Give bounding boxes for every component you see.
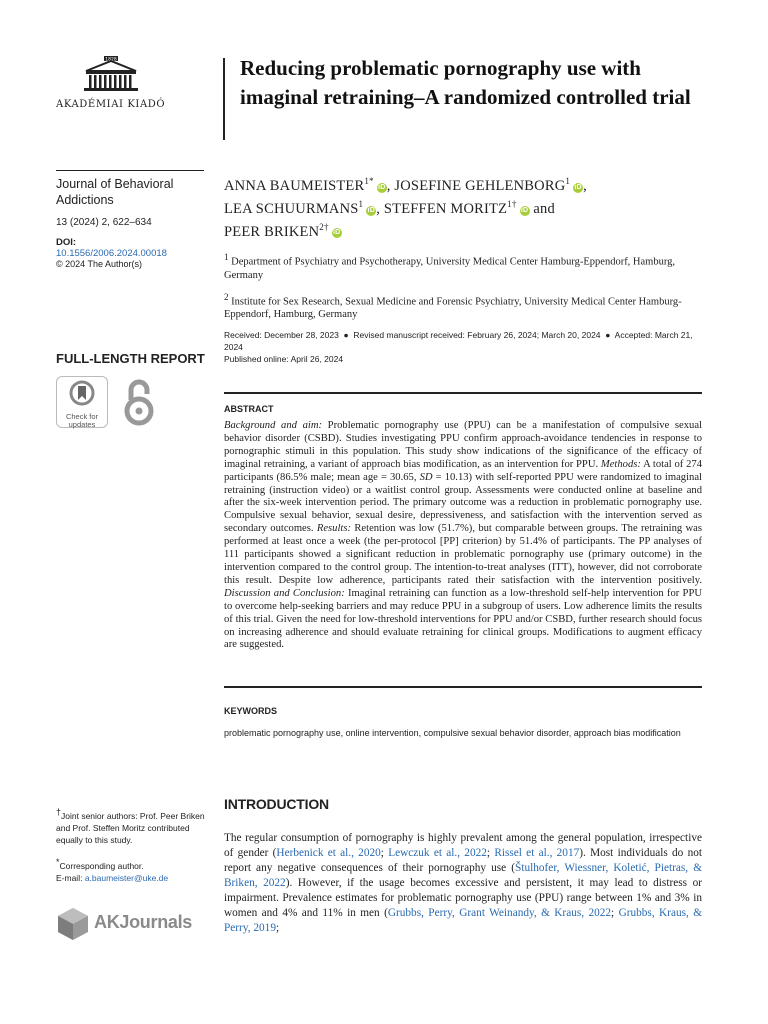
orcid-icon[interactable]: iD <box>520 206 529 214</box>
abstract-heading: ABSTRACT <box>224 404 274 414</box>
citation-link[interactable]: Štulhofer, Wiessner, Koletić, Pietras, & Briken, 2022 <box>224 862 702 889</box>
abstract-text: Background and aim: Problematic pornography use (PPU) can be a manifestation of compulsive sexual behavior disorder (CSBD). Studies investigating PPU confirm approach-avoidance tendencies in response to pornographic stimuli in this population. This study show indications of the significance of the efficacy of imaginal retraining, a variant of approach bias modification, as an intervention for PPU. Methods: A total of 274 participants (86.5% male; mean age = 30.65, SD = 10.13) with self-reported PPU were randomized to imaginal retraining (instruction video) or a waitlist control group. Assessments were conducted online at baseline and after the six-week intervention period. The primary outcome was a reduction in problematic pornography use. Compulsive sexual behavior, sexual desire, depressiveness, and satisfaction with the intervention served as secondary outcomes. Results: Retention was low (51.7%), but comparable between groups. The retraining was performed at least once a week (the per-protocol [PP] criterion) by 51.4% of participants. The PP analyses of 111 participants showed a significant reduction in problematic pornography use (primary outcome) in the intervention compared to the control group. The intention-to-treat analyses (ITT), however, did not corroborate this result. Despite low adherence, participants rated their satisfaction with the intervention positively. Discussion and Conclusion: Imaginal retraining can function as a low-threshold self-help intervention for PPU to overcome help-seeking barriers and may reduce PPU in a subgroup of users. Low adherence limits the results of this trial. Given the need for low-threshold interventions for PPU and/or CSBD, further research should focus on increasing adherence and should evaluate retraining for clinical groups. Modifications to augment efficacy are suggested. <box>224 420 702 651</box>
check-for-updates-badge[interactable] <box>56 376 108 428</box>
copyright: © 2024 The Author(s) <box>56 259 143 269</box>
akjournals-cube-icon <box>56 906 90 942</box>
akjournals-name: AKJournals <box>94 912 193 932</box>
journal-name: Journal of Behavioral Addictions <box>56 177 174 207</box>
email-link[interactable]: a.baumeister@uke.de <box>84 872 169 883</box>
keywords-text: problematic pornography use, online intervention, compulsive sexual behavior disorder, approach bias modification <box>224 728 681 738</box>
author-name: STEFFEN MORITZ <box>383 200 508 217</box>
badge-line2: updates <box>68 420 96 429</box>
badges <box>56 376 206 428</box>
publisher-name: AKADÉMIAI KIADÓ <box>56 99 166 110</box>
received-date: Received: December 28, 2023 <box>224 330 339 340</box>
doi-label: DOI: <box>56 237 77 248</box>
author-name: PEER BRIKEN <box>224 223 320 240</box>
divider <box>224 686 702 688</box>
author-name: LEA SCHUURMANS <box>224 200 359 217</box>
footnotes <box>56 806 206 884</box>
author-name: ANNA BAUMEISTER <box>224 177 365 194</box>
revised-date: Revised manuscript received: February 26, 2024; March 20, 2024 <box>353 330 601 340</box>
citation-link[interactable]: Herbenick et al., 2020 <box>276 847 381 859</box>
doi-link[interactable]: 10.1556/2006.2024.00018 <box>56 248 167 259</box>
affiliation: $^2$ Institute for Sex Research, Sexual Medicine and Forensic Psychiatry, University Medical Center Hamburg-Eppendorf, Hamburg, Germany <box>224 291 682 320</box>
footnote-corresponding: *Corresponding author. <box>56 856 144 871</box>
publisher-logo <box>56 56 201 110</box>
introduction-heading: INTRODUCTION <box>224 796 329 812</box>
journal-info <box>56 170 204 269</box>
journal-volume: 13 (2024) 2, 622–634 <box>56 217 152 228</box>
footnote-email: E-mail: a.baumeister@uke.de <box>56 872 169 883</box>
report-type: FULL-LENGTH REPORT <box>56 351 205 366</box>
check-updates-icon <box>69 380 95 406</box>
citation-link[interactable]: Lewczuk et al., 2022 <box>388 847 487 859</box>
open-access-icon <box>122 378 156 428</box>
footnote-joint-authors: †Joint senior authors: Prof. Peer Briken and Prof. Steffen Moritz contributed equally to this study. <box>56 807 205 845</box>
citation-link[interactable]: Rissel et al., 2017 <box>494 847 580 859</box>
publisher-year: 1828 <box>105 57 117 63</box>
author-conjunction: and <box>533 200 555 217</box>
affiliation: $^1$ Department of Psychiatry and Psychotherapy, University Medical Center Hamburg-Eppendorf, Hamburg, Germany <box>224 252 676 281</box>
akjournals-logo <box>56 906 206 944</box>
accepted-date: Accepted: March 21, 2024 <box>224 330 693 352</box>
badge-line1: Check for <box>65 412 99 421</box>
academy-building-icon <box>82 56 140 94</box>
orcid-icon[interactable]: iD <box>367 206 375 214</box>
published-date: Published online: April 26, 2024 <box>224 354 344 364</box>
author-name: JOSEFINE GEHLENBORG <box>394 177 566 194</box>
article-title: Reducing problematic pornography use with imaginal retraining–A randomized controlled trial <box>240 56 691 109</box>
keywords-heading: KEYWORDS <box>224 706 278 716</box>
divider <box>224 392 702 394</box>
orcid-icon[interactable]: iD <box>378 183 386 191</box>
citation-link[interactable]: Grubbs, Kraus, & Perry, 2019 <box>224 907 702 934</box>
orcid-icon[interactable]: iD <box>332 229 341 237</box>
affiliations <box>224 251 702 330</box>
article-dates: Received: December 28, 2023 ● Revised manuscript received: February 26, 2024; March 20, 2024 ● Accepted: March 21, 2024 Published online: April 26, 2024 <box>224 330 693 364</box>
title-bar <box>223 58 225 140</box>
author-list: ANNA $BAUMEISTER^{1*}iD$, JOSEFINE GEHLENBORG$^1$iD, LEA SCHUURMANS$^1$iD, STEFFEN $MORITZ^{1\dagger}iD$ and PEER $BRIKEN^{2\dagger}iD$ <box>224 176 587 240</box>
citation-link[interactable]: Grubbs, Perry, Grant Weinandy, & Kraus, 2022 <box>387 907 612 919</box>
introduction-text: The regular consumption of pornography is highly prevalent among the general population, irrespective of gender (Herbenick et al., 2020; Lewczuk et al., 2022; Rissel et al., 2017). Most individuals do not report any negative consequences of their pornography use (Štulhofer, Wiessner, Koletić, Pietras, & Briken, 2022). However, if the usage becomes excessive and persistent, it may lead to distress or impairment. Prevalence estimates for problematic pornography use (PPU) range between 1% and 3% in women and 4% and 11% in men (Grubbs, Perry, Grant Weinandy, & Kraus, 2022; Grubbs, Kraus, & Perry, 2019; <box>224 832 703 934</box>
orcid-icon[interactable]: iD <box>574 183 582 191</box>
